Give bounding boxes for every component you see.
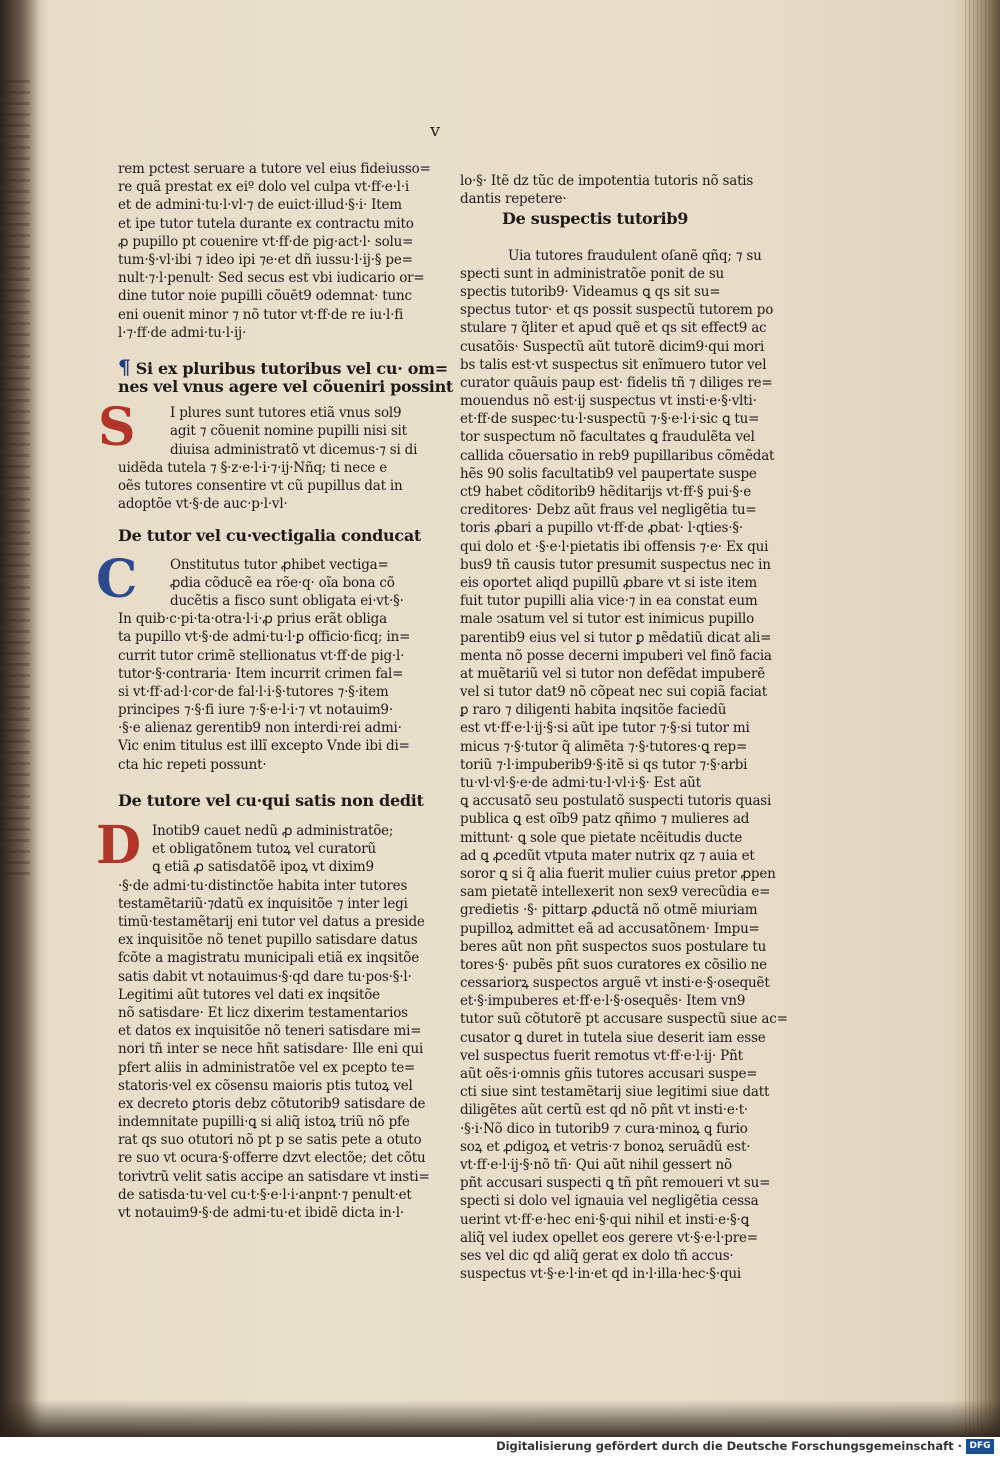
text-line: indemnitate pupilli·ꝗ si aliq̃ istoꝝ triũ nõ pfe <box>118 1114 410 1131</box>
heading-line: De suspectis tutorib9 <box>502 209 689 229</box>
text-line: gredietis ·§· pittarꝑ ꝓductã nõ otmẽ miuriam <box>460 902 758 919</box>
text-line: ses vel dic qd aliq̃ gerat ex dolo tñ accus· <box>460 1247 734 1264</box>
text-line: cusatõis· Suspectũ aũt tutorẽ dicim9·qui mori <box>460 338 765 355</box>
text-line: beres aũt non pñt suspectos suos postulare tu <box>460 938 767 955</box>
text-line: aũt oẽs·i·omnis gñis tutores accusari suspe= <box>460 1066 758 1083</box>
text-line: ad ꝗ ꝓcedũt vtputa mater nutrix qz ⁊ auia et <box>460 847 755 864</box>
text-line: ducẽtis a fisco sunt obligata ei·vt·§· <box>170 592 404 609</box>
text-line: cti siue sint testamẽtarij siue legitimi siue datt <box>460 1084 770 1101</box>
text-line: male ↄsatum vel si tutor est inimicus pupillo <box>460 611 754 628</box>
text-line: In quib·c·pi·ta·otra·l·i·ꝓ prius erãt obliga <box>118 611 387 628</box>
text-line: I plures sunt tutores etiã vnus sol9 <box>170 405 402 422</box>
heading-line: Si ex pluribus tutoribus vel cu· om= <box>135 358 448 378</box>
text-line: toriũ ⁊·l·impuberib9·§·itẽ si qs tutor ⁊·§·arbi <box>460 756 748 773</box>
text-line: mittunt· ꝗ sole que pietate ncẽitudis ducte <box>460 829 743 846</box>
text-line: pñt accusari suspecti ꝗ tñ pñt remoueri vt su= <box>460 1175 771 1192</box>
text-line: et ipe tutor tutela durante ex contractu mito <box>118 215 414 232</box>
left-heading-3 <box>118 790 424 810</box>
text-line: uerint vt·ff·e·hec eni·§·qui nihil et insti·e·§·ꝗ <box>460 1211 749 1228</box>
text-line: et·§·impuberes et·ff·e·l·§·osequẽs· Item vn9 <box>460 993 746 1010</box>
text-line: ·§·i·Nõ dico in tutorib9 ⁊ cura·minoꝝ ꝗ furio <box>460 1120 748 1137</box>
text-line: specti si dolo vel ignauia vel negligẽtia cessa <box>460 1193 759 1210</box>
footer-credit: Digitalisierung gefördert durch die Deutsche Forschungsgemeinschaft · <box>496 1439 962 1453</box>
text-line: micus ⁊·§·tutor q̃ alimẽta ⁊·§·tutores·ꝗ rep= <box>460 738 748 755</box>
text-line: uidẽda tutela ⁊ §·z·e·l·i·⁊·ij·Nñq; ti nece e <box>118 459 388 476</box>
text-line: bs talis est·vt suspectus sit enĩmuero tutor vel <box>460 356 767 373</box>
text-line: rat qs suo otutori nõ pt p se satis pete a otuto <box>118 1132 422 1149</box>
text-line: tutor·§·contraria· Item incurrit crimen fal= <box>118 665 404 682</box>
right-block-2 <box>460 247 788 1284</box>
text-line: ꝗ accusatõ seu postulatõ suspecti tutoris quasi <box>460 793 772 810</box>
text-line: ꝓdia cõducẽ ea rõe·q· oĩa bona cõ <box>170 574 395 591</box>
text-line: oẽs tutores consentire vt cũ pupillus dat in <box>118 478 403 495</box>
text-line: soꝝ et ꝓdigoꝝ et vetris·⁊ bonoꝝ seruãdũ est· <box>460 1138 751 1155</box>
text-line: et datos ex inquisitõe nõ teneri satisdare mi= <box>118 1023 422 1040</box>
footer-bar <box>0 1437 1000 1457</box>
text-line: agit ⁊ cõuenit nomine pupilli nisi sit <box>170 423 407 440</box>
text-line: eni ouenit minor ⁊ nõ tutor vt·ff·de re iu·l·fi <box>118 306 404 323</box>
text-line: pupilloꝝ admittet eã ad accusatõnem· Impu= <box>460 920 760 937</box>
text-line: vt·ff·e·l·ij·§·nõ tñ· Qui aũt nihil gessert nõ <box>460 1156 732 1173</box>
text-line: fuit tutor pupilli alia vice·⁊ in ea constat eum <box>460 593 758 610</box>
text-line: testamẽtariũ·⁊datũ ex inquisitõe ⁊ inter legi <box>118 895 408 912</box>
bottom-shadow <box>0 1400 1000 1437</box>
text-line: at muẽtariũ vel si tutor non defẽdat impuberẽ <box>460 665 766 682</box>
text-line: soror ꝗ si q̃ alia fuerit mulier cuius pretor ꝓpen <box>460 865 776 882</box>
text-line: suspectus vt·§·e·l·in·et qd in·l·illa·hec·§·qui <box>460 1266 741 1283</box>
left-block-3 <box>118 556 411 774</box>
text-line: qui dolo et ·§·e·l·pietatis ibi offensis ⁊·e· Ex qui <box>460 538 769 555</box>
text-line: aliq̃ vel iudex opellet eos gerere vt·§·e·l·pre= <box>460 1229 758 1246</box>
text-line: tu·vl·vl·§·e·de admi·tu·l·vl·i·§· Est aũt <box>460 775 701 792</box>
text-line: ·§·de admi·tu·distinctõe habita inter tutores <box>118 877 408 894</box>
text-line: callida cõuersatio in reb9 pupillaribus cõmẽdat <box>460 447 775 464</box>
text-line: diuisa administratõ vt dicemus·⁊ si di <box>170 441 418 458</box>
text-line: vel si tutor dat9 nõ cõpeat nec sui copiã faciat <box>460 684 767 701</box>
text-line: nult·⁊·l·penult· Sed secus est vbi iudicario or= <box>118 270 425 287</box>
text-line: Legitimi aũt tutores vel dati ex inqsitõe <box>118 986 380 1003</box>
text-line: hẽs 90 solis facultatib9 vel paupertate suspe <box>460 465 757 482</box>
text-line: cta hic repeti possunt· <box>118 756 267 773</box>
text-line: cusator ꝗ duret in tutela siue deserit iam esse <box>460 1029 766 1046</box>
text-line: diligẽtes aũt certũ est qd nõ pñt vt insti·e·t· <box>460 1102 749 1119</box>
text-line: timũ·testamẽtarij eni tutor vel datus a preside <box>118 914 425 930</box>
right-text-column <box>460 172 788 1283</box>
red-initial-s: S <box>98 397 136 459</box>
text-line: ꝓ pupillo pt couenire vt·ff·de pig·act·l· solu= <box>118 233 414 250</box>
text-line: est vt·ff·e·l·ij·§·si aũt ipe tutor ⁊·§·si tutor mi <box>460 720 750 737</box>
left-block-2 <box>118 404 418 513</box>
text-line: mouendus nõ est·ij suspectus vt insti·e·§·vlti· <box>460 393 757 410</box>
text-line: vt notauim9·§·de admi·tu·et ibidẽ dicta in·l· <box>118 1205 404 1221</box>
heading-line: De tutor vel cu·vectigalia conducat <box>118 526 421 546</box>
text-line: bus9 tñ causis tutor presumit suspectus nec in <box>460 556 771 573</box>
text-line: spectis tutorib9· Videamus ꝗ qs sit su= <box>460 283 721 300</box>
folio-mark: v <box>430 120 441 141</box>
text-line: cessariorꝝ suspectos arguẽ vt insti·e·§·osequẽt <box>460 975 770 992</box>
text-line: et obligatõnem tutoꝝ vel curatorũ <box>152 841 376 858</box>
right-heading-1 <box>460 210 770 228</box>
right-block-1 <box>460 172 770 208</box>
text-line: creditores· Debz aũt fraus vel negligẽtia tu= <box>460 502 757 519</box>
left-heading-2 <box>118 526 421 546</box>
text-line: et·ff·de suspec·tu·l·suspectũ ⁊·§·e·l·i·sic ꝗ tu= <box>460 411 760 428</box>
text-line: adoptõe vt·§·de auc·p·l·vl· <box>118 496 288 513</box>
text-line: rem pctest seruare a tutore vel eius fideiusso= <box>118 161 431 177</box>
text-line: ꝗ etiã ꝓ satisdatõẽ ipoꝝ vt dixim9 <box>152 859 374 876</box>
text-line: menta nõ posse decerni impuberi vel finõ facia <box>460 647 772 664</box>
text-line: publica ꝗ est oĩb9 patz qñimo ⁊ mulieres ad <box>460 811 750 828</box>
text-line: ·§·e alienaz gerentib9 non interdi·rei admi· <box>118 720 402 737</box>
text-line: stulare ⁊ q̃liter et apud quẽ et qs sit effect9 ac <box>460 320 767 337</box>
text-line: si vt·ff·ad·l·cor·de fal·l·i·§·tutores ⁊·§·item <box>118 683 389 700</box>
left-block-4-wrap <box>96 815 430 1222</box>
text-line: curator quãuis paup est· fidelis tñ ⁊ diliges re= <box>460 374 773 391</box>
heading-line: De tutore vel cu·qui satis non dedit <box>118 790 424 810</box>
text-line: sam pietatẽ intellexerit non sex9 verecũdia e= <box>460 884 771 901</box>
text-line: ꝑ raro ⁊ diligenti habita inqsitõe faciedũ <box>460 702 727 719</box>
left-text-column <box>96 160 453 1222</box>
text-line: statoris·vel ex cõsensu maioris ptis tutoꝝ vel <box>118 1077 413 1094</box>
text-line: tor suspectum nõ facultates ꝗ fraudulẽta vel <box>460 429 755 446</box>
heading-line: nes vel vnus agere vel cõueniri possint <box>118 377 453 397</box>
text-line: l·⁊·ff·de admi·tu·l·ij· <box>118 324 247 341</box>
text-line: toris ꝓbari a pupillo vt·ff·de ꝓbat· l·qties·§· <box>460 520 743 537</box>
text-line: Uia tutores fraudulent oſanẽ qñq; ⁊ su <box>508 247 762 264</box>
text-line: tum·§·vl·ibi ⁊ ideo ipi ⁊e·et dñ iussu·l·ij·§ pe= <box>118 251 413 268</box>
right-page-stack-edge <box>965 0 1000 1437</box>
text-line: eis oportet aliqd pupillũ ꝓbare vt si iste item <box>460 574 758 591</box>
blue-initial-c: C <box>96 548 138 610</box>
text-line: ex decreto ꝑtoris debz cõtutorib9 satisdare de <box>118 1095 426 1112</box>
text-line: pfert aliis in administratõe vel ex pcepto te= <box>118 1059 416 1076</box>
text-line: nõ satisdare· Et licz dixerim testamentarios <box>118 1004 408 1021</box>
text-line: re suo vt ocura·§·offerre dzvt electõe; det cõtu <box>118 1150 426 1167</box>
text-line: parentib9 eius vel si tutor ꝑ mẽdatiũ dicat ali= <box>460 629 772 646</box>
left-binding-edge <box>0 80 30 880</box>
text-line: dine tutor noie pupilli cõuēt9 odemnat· tunc <box>118 288 412 305</box>
text-line: tutor suũ cõtutorẽ pt accusare suspectũ siue ac= <box>460 1011 788 1028</box>
text-line: lo·§· Itẽ dz tũc de impotentia tutoris nõ satis <box>460 173 754 189</box>
text-line: re quã prestat ex eiº dolo vel culpa vt·ff·e·l·i <box>118 179 409 196</box>
paragraph-mark-icon: ¶ <box>118 354 131 379</box>
text-line: fcõte a magistratu municipali etiã ex inqsitõe <box>118 950 420 967</box>
text-line: tores·§· pubẽs pñt suos curatores ex cõsilio ne <box>460 956 767 973</box>
text-line: et de admini·tu·l·vl·⁊ de euict·illud·§·i· Item <box>118 197 402 214</box>
text-line: ct9 habet cõditorib9 hẽditarijs vt·ff·§ pui·§·e <box>460 484 751 501</box>
left-block-2-wrap <box>98 397 418 513</box>
text-line: currit tutor crimẽ stellionatus vt·ff·de pig·l· <box>118 647 405 664</box>
text-line: Inotib9 cauet nedũ ꝓ administratõe; <box>152 823 394 840</box>
text-line: principes ⁊·§·fi iure ⁊·§·e·l·i·⁊ vt notauim9· <box>118 702 393 719</box>
left-block-3-wrap <box>96 548 411 774</box>
text-line: vel suspectus fuerit remotus vt·ff·e·l·ij· Pñt <box>460 1047 743 1064</box>
text-line: ta pupillo vt·§·de admi·tu·l·ꝑ officio·ficq; in= <box>118 629 411 646</box>
text-line: specti sunt in administratõe ponit de su <box>460 265 725 282</box>
left-block-4 <box>118 822 430 1222</box>
text-line: Onstitutus tutor ꝓhibet vectiga= <box>170 556 389 573</box>
text-line: dantis repetere· <box>460 191 567 208</box>
dfg-logo-icon: DFG <box>966 1439 994 1454</box>
left-block-1 <box>118 160 431 342</box>
text-line: torivtrũ velit satis accipe an satisdare vt insti= <box>118 1168 430 1185</box>
text-line: satis dabit vt notauimus·§·qd dare tu·pos·§·l· <box>118 968 412 985</box>
text-line: Vic enim titulus est illĩ excepto Vnde ibi di= <box>118 738 410 755</box>
text-line: spectus tutor· et qs possit suspectũ tutorem po <box>460 302 774 319</box>
left-heading-1 <box>118 354 453 397</box>
text-line: nori tñ inter se nece hñt satisdare· Ille eni qui <box>118 1041 424 1058</box>
text-line: de satisda·tu·vel cu·t·§·e·l·i·anpnt·⁊ penult·et <box>118 1186 412 1203</box>
red-initial-d: D <box>96 815 141 877</box>
text-line: ex inquisitõe nõ tenet pupillo satisdare datus <box>118 932 418 949</box>
